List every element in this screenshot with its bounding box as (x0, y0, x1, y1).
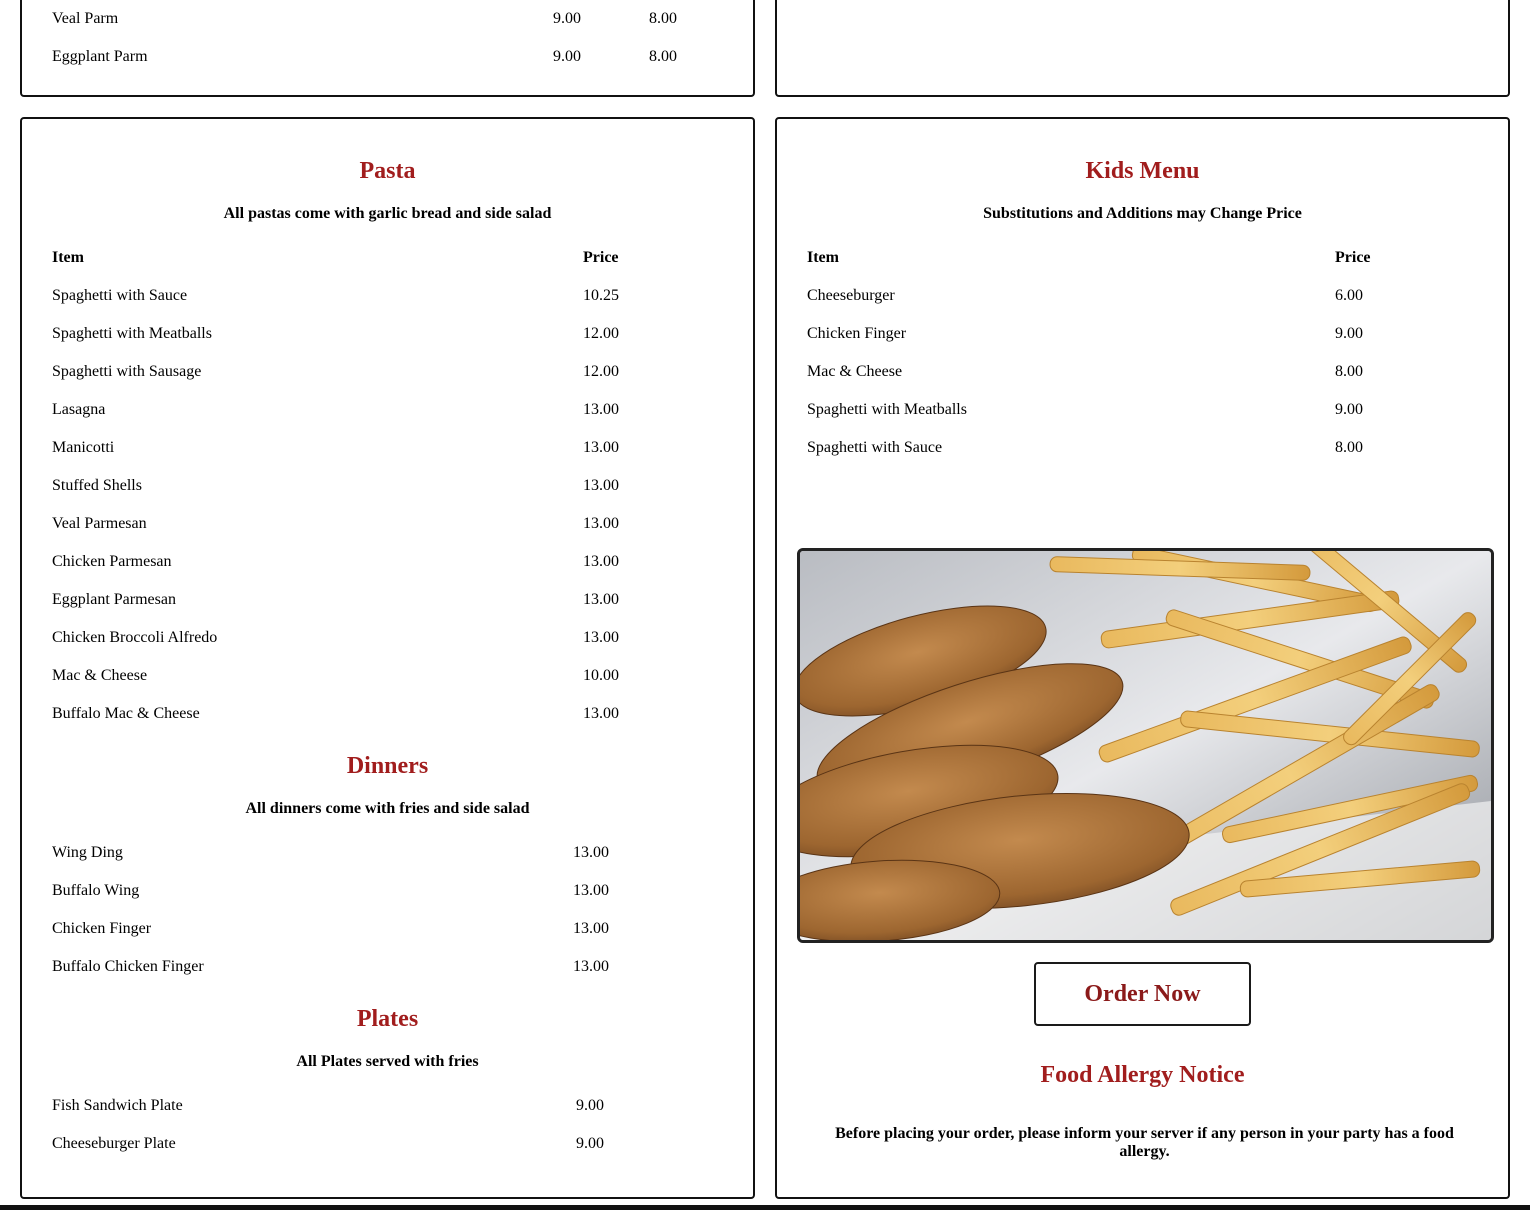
item-price: 13.00 (583, 401, 619, 418)
item-price: 10.25 (583, 287, 619, 304)
item-price: 8.00 (1335, 363, 1363, 380)
food-illustration (800, 551, 1491, 940)
item-price: 13.00 (573, 844, 609, 861)
chicken-fingers-fries-photo (797, 548, 1494, 943)
item-price: 12.00 (583, 363, 619, 380)
header-price: Price (583, 249, 619, 266)
item-price: 9.00 (576, 1097, 604, 1114)
item-name: Fish Sandwich Plate (52, 1097, 183, 1114)
bottom-divider (0, 1205, 1530, 1210)
item-name: Buffalo Mac & Cheese (52, 705, 200, 722)
item-price: 13.00 (583, 591, 619, 608)
dinners-note: All dinners come with fries and side salad (245, 800, 530, 817)
item-name: Buffalo Wing (52, 882, 140, 899)
header-price: Price (1335, 249, 1371, 266)
item-price: 10.00 (583, 667, 619, 684)
top-menu-panel-right (775, 0, 1510, 97)
item-name: Cheeseburger (807, 287, 895, 304)
plates-title: Plates (356, 1006, 419, 1032)
header-item: Item (52, 249, 84, 266)
item-price: 13.00 (573, 882, 609, 899)
item-price: 13.00 (583, 439, 619, 456)
item-price-small: 8.00 (649, 10, 677, 27)
item-price: 13.00 (573, 920, 609, 937)
item-price: 9.00 (553, 10, 581, 27)
item-price: 9.00 (1335, 325, 1363, 342)
item-name: Stuffed Shells (52, 477, 142, 494)
pasta-note: All pastas come with garlic bread and side salad (223, 205, 552, 222)
item-price: 13.00 (583, 553, 619, 570)
item-price: 9.00 (1335, 401, 1363, 418)
item-name: Veal Parmesan (52, 515, 147, 532)
pasta-dinners-plates-panel (20, 117, 755, 1199)
item-name: Chicken Parmesan (52, 553, 172, 570)
item-name: Eggplant Parm (52, 48, 148, 65)
item-name: Lasagna (52, 401, 106, 418)
item-name: Mac & Cheese (807, 363, 903, 380)
item-name: Mac & Cheese (52, 667, 148, 684)
item-price: 13.00 (583, 705, 619, 722)
kids-menu-note: Substitutions and Additions may Change Price (983, 205, 1302, 222)
kids-menu-panel (775, 117, 1510, 1199)
item-price: 13.00 (573, 958, 609, 975)
plates-note: All Plates served with fries (296, 1053, 479, 1070)
item-name: Spaghetti with Sausage (52, 363, 202, 380)
item-price: 12.00 (583, 325, 619, 342)
dinners-title: Dinners (346, 753, 429, 779)
top-menu-panel-left (20, 0, 755, 97)
item-price: 9.00 (553, 48, 581, 65)
item-price: 13.00 (583, 477, 619, 494)
item-name: Spaghetti with Meatballs (52, 325, 212, 342)
header-item: Item (807, 249, 839, 266)
item-name: Chicken Broccoli Alfredo (52, 629, 218, 646)
item-price: 6.00 (1335, 287, 1363, 304)
kids-menu-title: Kids Menu (1085, 158, 1200, 184)
item-name: Eggplant Parmesan (52, 591, 176, 608)
item-name: Cheeseburger Plate (52, 1135, 176, 1152)
item-name: Wing Ding (52, 844, 123, 861)
item-name: Veal Parm (52, 10, 119, 27)
pasta-title: Pasta (359, 158, 416, 184)
item-price: 13.00 (583, 515, 619, 532)
order-now-button[interactable]: Order Now (1034, 962, 1251, 1026)
item-name: Chicken Finger (52, 920, 152, 937)
allergy-notice-title: Food Allergy Notice (1040, 1062, 1245, 1088)
item-name: Spaghetti with Meatballs (807, 401, 967, 418)
allergy-notice-text: Before placing your order, please inform your server if any person in your party has a food allergy. (835, 1125, 1454, 1160)
item-name: Buffalo Chicken Finger (52, 958, 204, 975)
item-price: 8.00 (1335, 439, 1363, 456)
item-price-small: 8.00 (649, 48, 677, 65)
item-price: 9.00 (576, 1135, 604, 1152)
item-name: Manicotti (52, 439, 115, 456)
item-price: 13.00 (583, 629, 619, 646)
item-name: Chicken Finger (807, 325, 907, 342)
item-name: Spaghetti with Sauce (52, 287, 188, 304)
item-name: Spaghetti with Sauce (807, 439, 943, 456)
